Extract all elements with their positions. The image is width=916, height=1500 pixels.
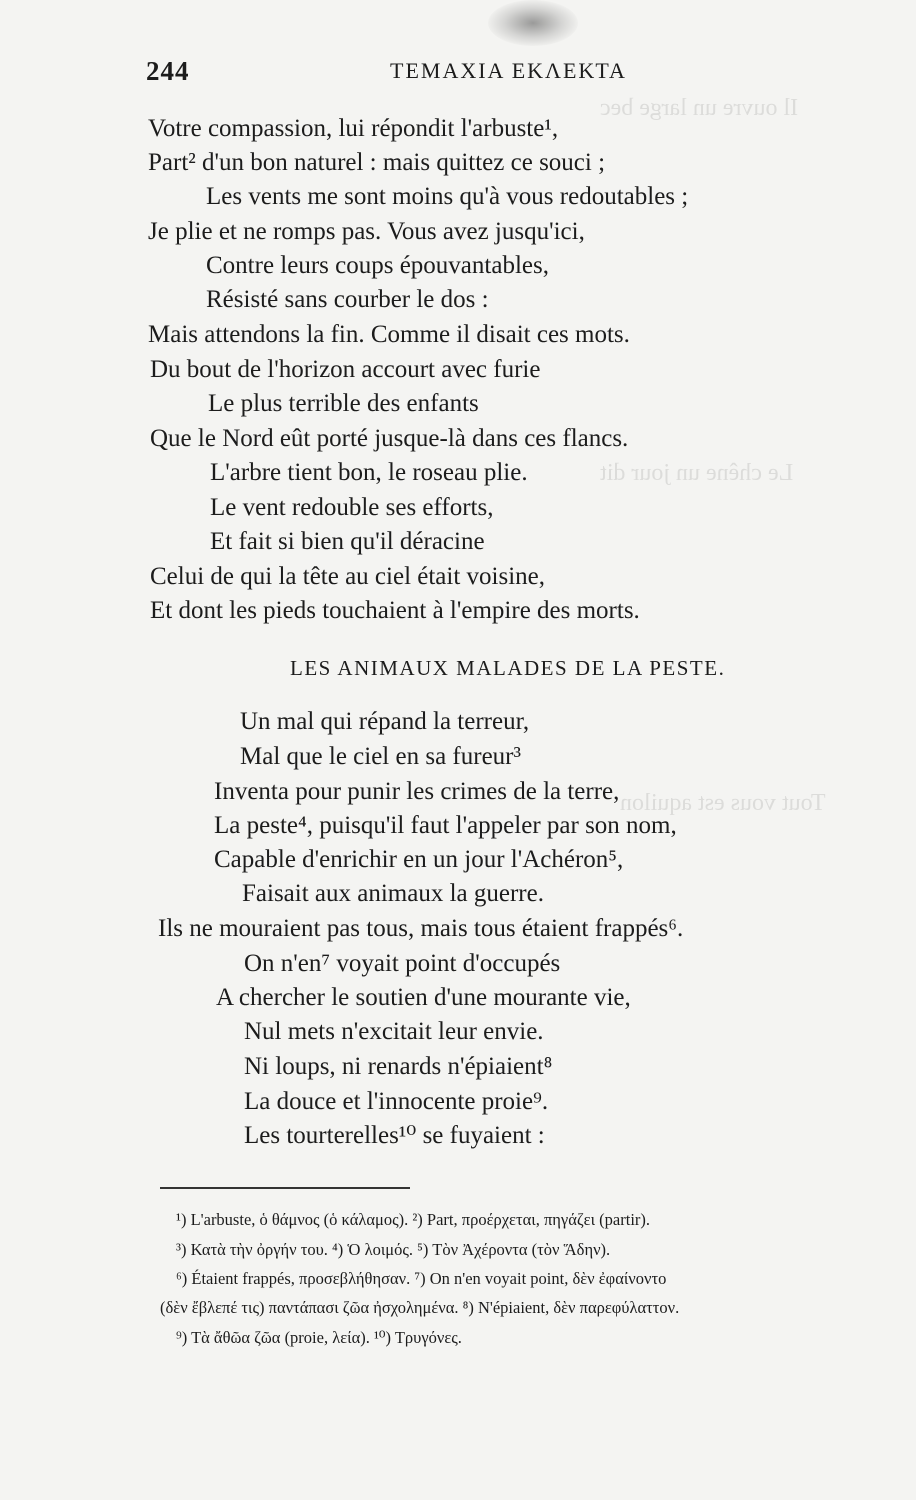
- verse-line: L'arbre tient bon, le roseau plie.: [210, 459, 528, 486]
- verse-line: Les vents me sont moins qu'à vous redoutables ;: [206, 183, 689, 210]
- verse-line: La douce et l'innocente proie⁹.: [244, 1088, 549, 1115]
- verse-line: Contre leurs coups épouvantables,: [206, 252, 549, 279]
- verse-line: Résisté sans courber le dos :: [206, 286, 489, 313]
- verse-line: Les tourterelles¹⁰ se fuyaient :: [244, 1122, 545, 1149]
- verse-line: La peste⁴, puisqu'il faut l'appeler par son nom,: [214, 812, 677, 839]
- show-through: Le chêne un jour dit: [600, 460, 794, 486]
- footnote-rule: [160, 1187, 410, 1189]
- verse-line: Celui de qui la tête au ciel était voisine,: [150, 563, 546, 590]
- ink-stain: [488, 0, 578, 46]
- fable-title: LES ANIMAUX MALADES DE LA PESTE.: [290, 656, 726, 680]
- verse-line: Mais attendons la fin. Comme il disait ces mots.: [148, 321, 630, 348]
- page-header: [146, 56, 856, 92]
- verse-line: Ils ne mouraient pas tous, mais tous étaient frappés⁶.: [158, 915, 684, 942]
- footnote-line: ³) Κατὰ τὴν ὀργήν του. ⁴) Ὁ λοιμός. ⁵) Τὸν Ἀχέροντα (τὸν Ἅδην).: [176, 1240, 611, 1259]
- page-number: 244: [146, 56, 190, 86]
- verse-line: Et fait si bien qu'il déracine: [210, 528, 485, 555]
- footnote-line: (δὲν ἔβλεπέ τις) παντάπασι ζῶα ἠσχολημένα. ⁸) N'épiaient, δὲν παρεφύλαττον.: [160, 1298, 680, 1317]
- running-title: ΤΕΜΑΧΙΑ ΕΚΛΕΚΤΑ: [390, 58, 627, 83]
- verse-line: Faisait aux animaux la guerre.: [242, 880, 544, 907]
- verse-line: Que le Nord eût porté jusque-là dans ces flancs.: [150, 425, 629, 452]
- verse-line: Ni loups, ni renards n'épiaient⁸: [244, 1053, 553, 1080]
- footnote-line: ⁶) Étaient frappés, προσεβλήθησαν. ⁷) On n'en voyait point, δὲν ἐφαίνοντο: [176, 1269, 667, 1288]
- verse-line: Inventa pour punir les crimes de la terre,: [214, 778, 620, 805]
- show-through: Tout vous est aquilon: [620, 790, 826, 816]
- verse-line: On n'en⁷ voyait point d'occupés: [244, 950, 561, 977]
- verse-line: Du bout de l'horizon accourt avec furie: [150, 356, 541, 383]
- verse-line: Nul mets n'excitait leur envie.: [244, 1018, 544, 1045]
- verse-line: Je plie et ne romps pas. Vous avez jusqu'ici,: [148, 218, 585, 245]
- footnote-line: ⁹) Τὰ ἄθῶα ζῶα (proie, λεία). ¹⁰) Τρυγόνες.: [176, 1328, 462, 1347]
- verse-line: A chercher le soutien d'une mourante vie,: [216, 984, 631, 1011]
- verse-line: Le vent redouble ses efforts,: [210, 494, 494, 521]
- verse-line: Part² d'un bon naturel : mais quittez ce souci ;: [148, 149, 606, 176]
- footnote-line: ¹) L'arbuste, ὁ θάμνος (ὁ κάλαμος). ²) Part, προέρχεται, πηγάζει (partir).: [176, 1210, 651, 1229]
- verse-line: Le plus terrible des enfants: [208, 390, 479, 417]
- show-through: Il ouvre un large bec: [600, 95, 799, 121]
- verse-line: Et dont les pieds touchaient à l'empire des morts.: [150, 597, 640, 624]
- verse-line: Votre compassion, lui répondit l'arbuste¹,: [148, 115, 559, 142]
- verse-line: Mal que le ciel en sa fureur³: [240, 743, 521, 770]
- verse-line: Capable d'enrichir en un jour l'Achéron⁵,: [214, 846, 624, 873]
- verse-line: Un mal qui répand la terreur,: [240, 708, 530, 735]
